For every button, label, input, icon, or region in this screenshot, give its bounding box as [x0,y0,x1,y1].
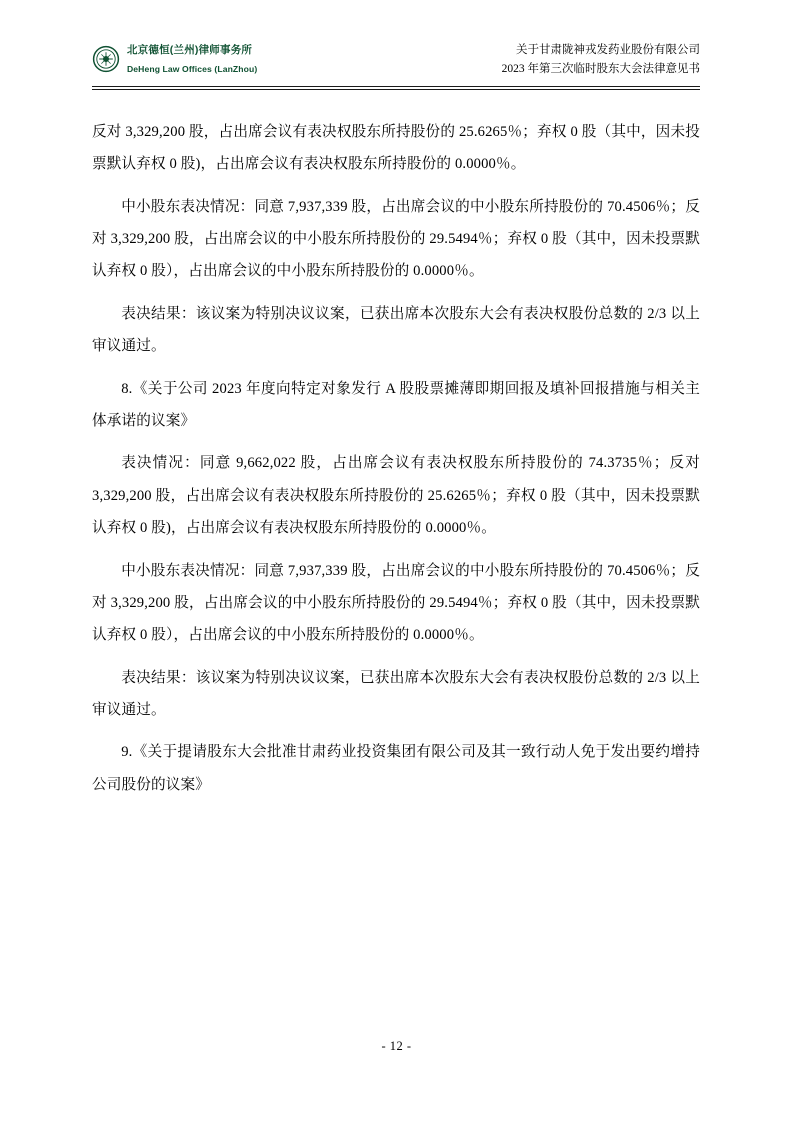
firm-name-en: DeHeng Law Offices (LanZhou) [127,63,258,74]
header-divider-thick [92,86,700,87]
paragraph: 表决结果：该议案为特别决议议案，已获出席本次股东大会有表决权股份总数的 2/3 以上审议通过。 [92,669,700,719]
header-title-line-1: 关于甘肃陇神戎发药业股份有限公司 [516,44,700,56]
paragraph: 中小股东表决情况：同意 7,937,339 股，占出席会议的中小股东所持股份的 70.4506％；反对 3,329,200 股，占出席会议的中小股东所持股份的 29.5494％；弃权 0 股（其中，因未投票默认弃权 0 股），占出席会议的中小股东所持股份的 0.0000％。 [92,198,700,280]
firm-logo [92,36,257,78]
header-title-block [502,36,700,78]
proposal-heading: 9.《关于提请股东大会批准甘肃药业投资集团有限公司及其一致行动人免于发出要约增持公司股份的议案》 [92,744,700,793]
document-body [92,116,700,801]
document-header [92,36,700,84]
header-title-line-2: 2023 年第三次临时股东大会法律意见书 [501,62,700,75]
paragraph: 反对 3,329,200 股，占出席会议有表决权股东所持股份的 25.6265％；弃权 0 股（其中，因未投票默认弃权 0 股)，占出席会议有表决权股东所持股份的 0.0000％。 [92,123,700,173]
paragraph: 中小股东表决情况：同意 7,937,339 股，占出席会议的中小股东所持股份的 70.4506％；反对 3,329,200 股，占出席会议的中小股东所持股份的 29.5494％；弃权 0 股（其中，因未投票默认弃权 0 股），占出席会议的中小股东所持股份的 0.0000％。 [92,562,700,644]
paragraph: 表决情况：同意 9,662,022 股，占出席会议有表决权股东所持股份的 74.3735％；反对 3,329,200 股，占出席会议有表决权股东所持股份的 25.6265％；弃权 0 股（其中，因未投票默认弃权 0 股)，占出席会议有表决权股东所持股份的 0.0000％。 [92,455,700,537]
deheng-emblem-icon [92,45,120,73]
header-divider-thin [92,89,700,90]
paragraph: 表决结果：该议案为特别决议议案，已获出席本次股东大会有表决权股份总数的 2/3 以上审议通过。 [92,305,700,355]
firm-logo-text [127,40,257,78]
firm-name-cn: 北京德恒(兰州)律师事务所 [127,44,253,56]
proposal-heading: 8.《关于公司 2023 年度向特定对象发行 A 股股票摊薄即期回报及填补回报措施与相关主体承诺的议案》 [92,380,700,429]
page-content-area [92,36,700,811]
page-number: - 12 - [381,1039,412,1053]
